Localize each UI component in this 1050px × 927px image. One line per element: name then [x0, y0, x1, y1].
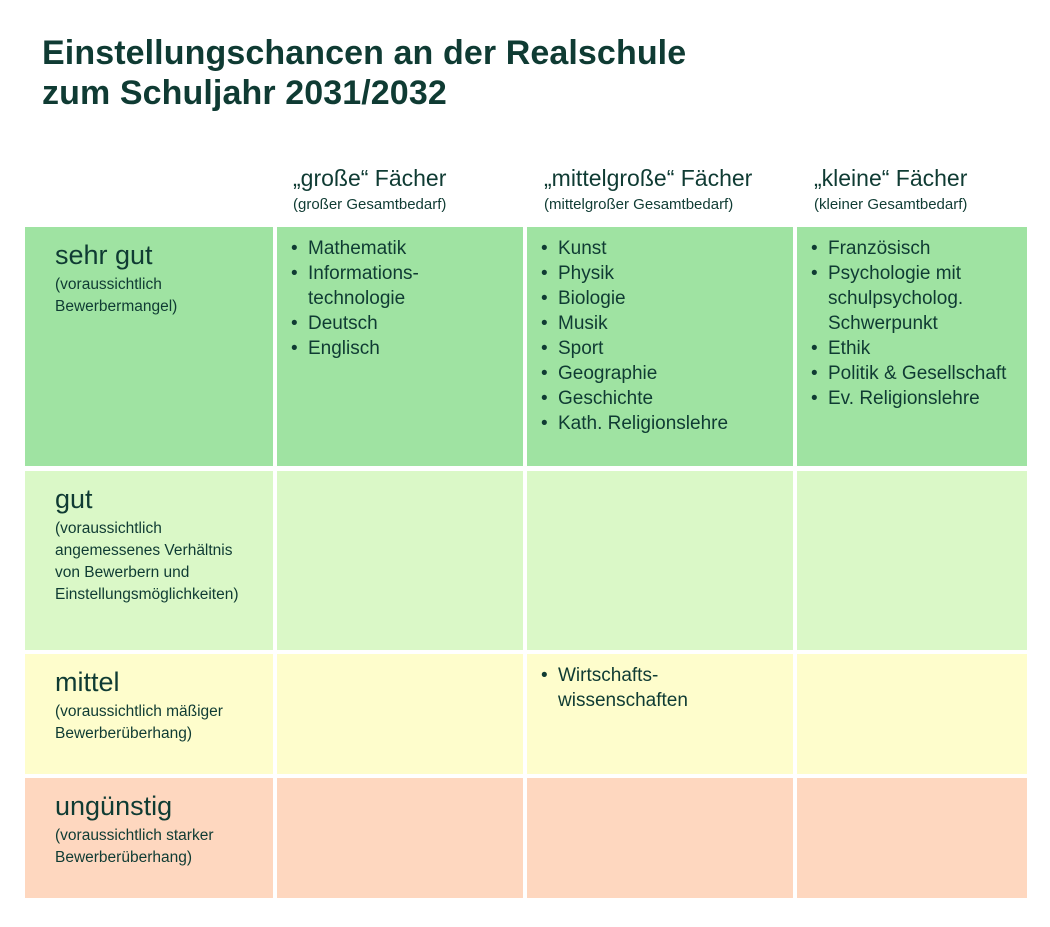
cell-mittel-large: [277, 654, 523, 774]
subject-list: [797, 471, 1027, 480]
row-label-subtitle: (voraussichtlich Bewerbermangel): [55, 276, 178, 315]
subject-item: • Deutsch: [291, 311, 523, 336]
subject-item: • Kath. Religionslehre: [541, 411, 793, 436]
subject-list: [797, 227, 1027, 411]
cell-gut-medium: [527, 471, 793, 650]
subject-list: [527, 778, 793, 787]
cell-unguenstig-small: [797, 778, 1027, 898]
subject-list: [527, 227, 793, 436]
subject-item: • Physik: [541, 261, 793, 286]
cell-unguenstig-medium: [527, 778, 793, 898]
column-header-small: [814, 164, 967, 214]
column-header-title: „kleine“ Fächer: [814, 165, 968, 191]
subject-item: • Mathematik: [291, 236, 523, 261]
subject-item: • Politik & Gesellschaft: [811, 361, 1027, 386]
subject-list: [277, 227, 523, 361]
row-label-title: mittel: [55, 667, 120, 697]
subject-item: • Französisch: [811, 236, 1027, 261]
subject-item: • Ev. Religionslehre: [811, 386, 1027, 411]
column-header-subtitle: (mittelgroßer Gesamtbedarf): [544, 196, 734, 213]
row-label-gut: [25, 471, 273, 650]
row-label-title: ungünstig: [55, 791, 173, 821]
cell-sehr-gut-medium: [527, 227, 793, 466]
subject-item: • Informations- technologie: [291, 261, 523, 311]
row-label-unguenstig: [25, 778, 273, 898]
row-label-sehr-gut: [25, 227, 273, 466]
title-line-2: zum Schuljahr 2031/2032: [42, 74, 447, 112]
column-header-subtitle: (großer Gesamtbedarf): [293, 196, 447, 213]
subject-item: • Musik: [541, 311, 793, 336]
cell-mittel-medium: [527, 654, 793, 774]
column-header-large: [293, 164, 446, 214]
column-header-title: „mittelgroße“ Fächer: [544, 165, 753, 191]
subject-list: [797, 778, 1027, 787]
subject-list: [797, 654, 1027, 663]
subject-item: • Psychologie mit schulpsycholog. Schwerpunkt: [811, 261, 1027, 336]
subject-list: [277, 654, 523, 663]
row-label-subtitle: (voraussichtlich starker Bewerberüberhang): [55, 827, 214, 866]
row-label-title: gut: [55, 484, 93, 514]
row-label-mittel: [25, 654, 273, 774]
subject-item: • Geschichte: [541, 386, 793, 411]
subject-item: • Kunst: [541, 236, 793, 261]
row-label-subtitle: (voraussichtlich mäßiger Bewerberüberhang): [55, 703, 223, 742]
subject-item: • Ethik: [811, 336, 1027, 361]
column-header-subtitle: (kleiner Gesamtbedarf): [814, 196, 968, 213]
subject-list: [277, 778, 523, 787]
title-line-1: Einstellungschancen an der Realschule: [42, 34, 687, 72]
column-header-title: „große“ Fächer: [293, 165, 447, 191]
subject-list: [527, 471, 793, 480]
cell-gut-small: [797, 471, 1027, 650]
subject-item: • Wirtschafts- wissenschaften: [541, 663, 793, 713]
cell-gut-large: [277, 471, 523, 650]
row-label-title: sehr gut: [55, 240, 153, 270]
subject-list: [277, 471, 523, 480]
column-header-medium: [544, 164, 752, 214]
subject-item: • Geographie: [541, 361, 793, 386]
cell-sehr-gut-small: [797, 227, 1027, 466]
cell-sehr-gut-large: [277, 227, 523, 466]
row-label-subtitle: (voraussichtlich angemessenes Verhältnis von Bewerbern und Einstellungsmöglichkeiten): [55, 520, 239, 603]
cell-unguenstig-large: [277, 778, 523, 898]
subject-item: • Biologie: [541, 286, 793, 311]
subject-item: • Sport: [541, 336, 793, 361]
subject-list: [527, 654, 793, 713]
subject-item: • Englisch: [291, 336, 523, 361]
cell-mittel-small: [797, 654, 1027, 774]
